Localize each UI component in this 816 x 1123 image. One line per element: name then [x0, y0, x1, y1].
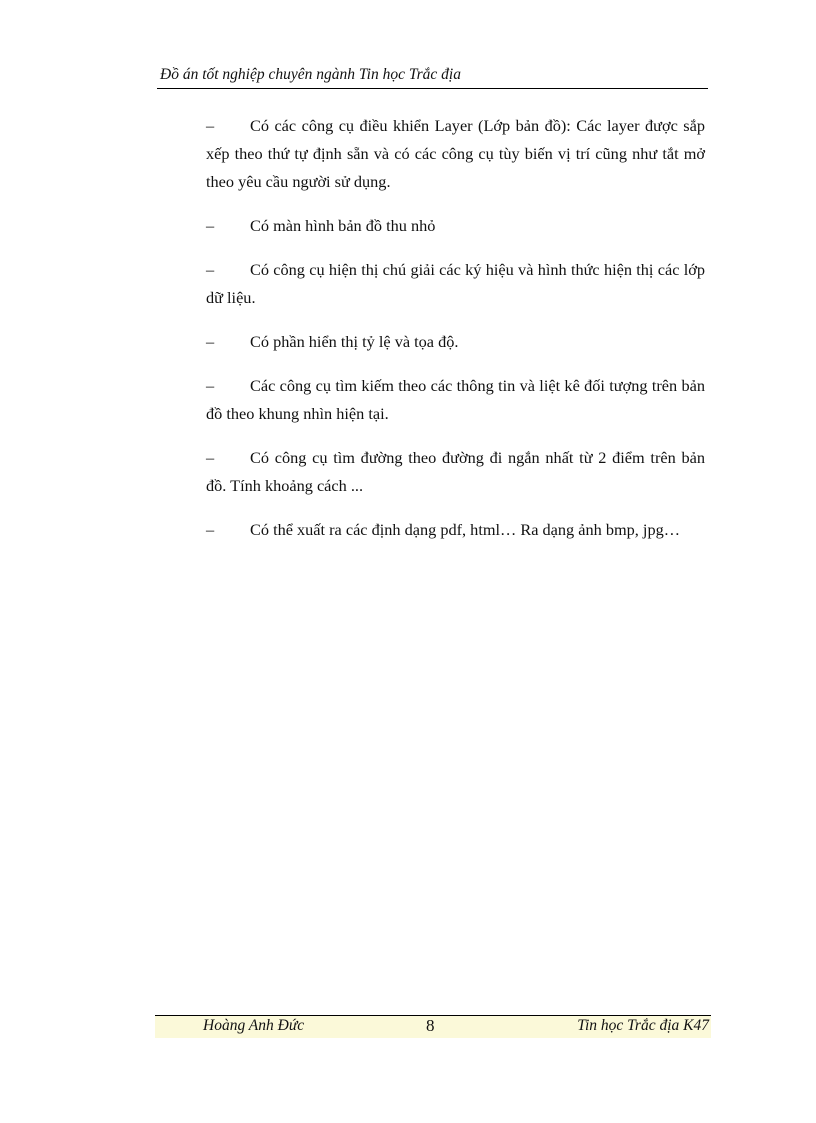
list-item-text: Các công cụ tìm kiếm theo các thông tin và liệt kê đối tượng trên bản đồ theo khung nhìn hiện tại. [206, 376, 705, 423]
list-item-text: Có màn hình bản đồ thu nhỏ [250, 216, 436, 235]
list-item [206, 328, 705, 356]
bullet-dash: – [206, 332, 215, 351]
bullet-dash: – [206, 260, 215, 279]
list-item [206, 516, 705, 544]
page-header [157, 66, 708, 89]
list-item-text: Có công cụ tìm đường theo đường đi ngắn nhất từ 2 điểm trên bản đồ. Tính khoảng cách ... [206, 448, 705, 495]
list-item [206, 112, 705, 196]
document-body [206, 112, 705, 560]
list-item [206, 444, 705, 500]
list-item-text: Có các công cụ điều khiển Layer (Lớp bản đồ): Các layer được sắp xếp theo thứ tự định sẵn và có các công cụ tùy biến vị trí cũng như tắt mở theo yêu cầu người sử dụng. [206, 116, 705, 191]
bullet-dash: – [206, 216, 215, 235]
page-number: 8 [426, 1016, 435, 1035]
bullet-dash: – [206, 520, 215, 539]
list-item-text: Có công cụ hiện thị chú giải các ký hiệu và hình thức hiện thị các lớp dữ liệu. [206, 260, 705, 307]
list-item [206, 256, 705, 312]
list-item-text: Có phần hiển thị tỷ lệ và tọa độ. [250, 332, 459, 351]
footer-course: Tin học Trắc địa K47 [577, 1017, 709, 1034]
bullet-dash: – [206, 448, 215, 467]
footer-author: Hoàng Anh Đức [203, 1017, 305, 1034]
header-title: Đồ án tốt nghiệp chuyên ngành Tin học Trắc địa [160, 66, 461, 83]
bullet-dash: – [206, 116, 215, 135]
list-item [206, 212, 705, 240]
list-item [206, 372, 705, 428]
list-item-text: Có thể xuất ra các định dạng pdf, html… Ra dạng ảnh bmp, jpg… [250, 520, 681, 539]
bullet-dash: – [206, 376, 215, 395]
page-footer [155, 1015, 711, 1038]
